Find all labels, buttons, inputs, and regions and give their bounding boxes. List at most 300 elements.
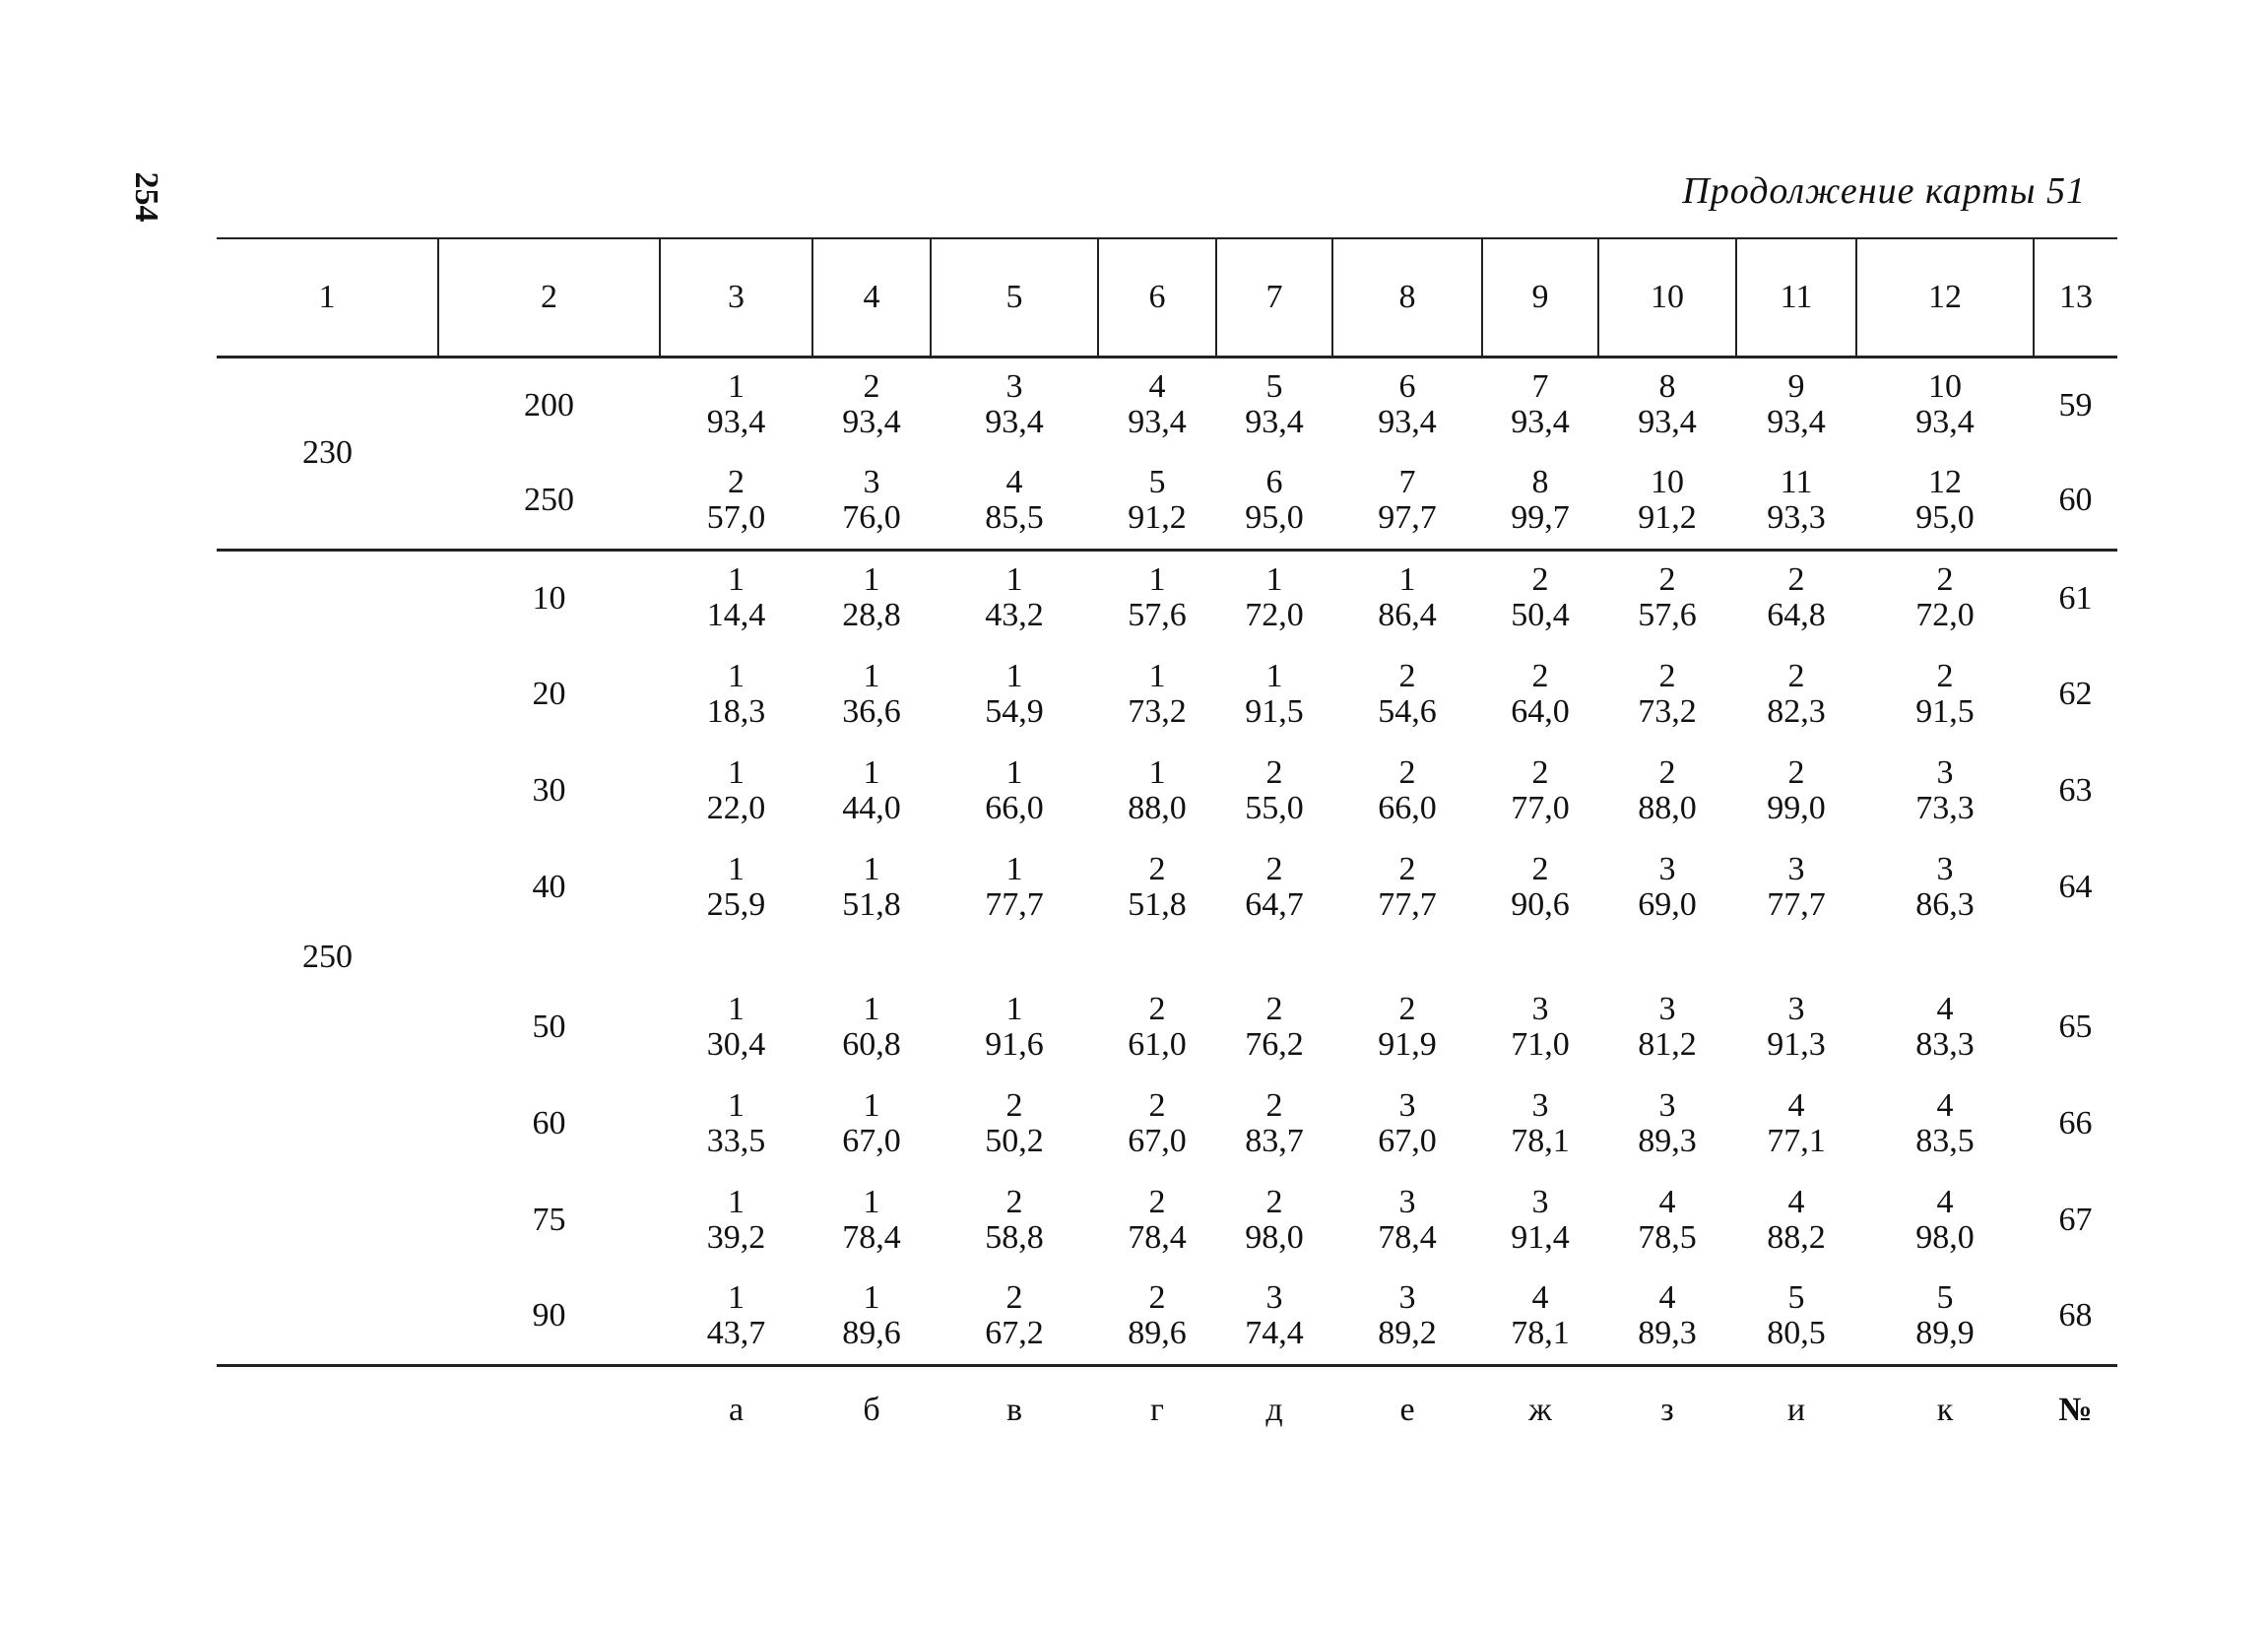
cell-stack bbox=[1511, 755, 1570, 826]
cell-value: 78,1 bbox=[1511, 1314, 1570, 1351]
cell-stack bbox=[707, 1280, 766, 1351]
row-number: 67 bbox=[2058, 1202, 2093, 1238]
cell-count: 2 bbox=[1005, 1183, 1023, 1220]
cell-count: 2 bbox=[1936, 657, 1954, 694]
value-cell bbox=[1216, 550, 1332, 646]
cell-count: 4 bbox=[1936, 1086, 1954, 1124]
cell-count: 1 bbox=[863, 753, 880, 791]
cell-count: 1 bbox=[1005, 753, 1023, 791]
cell-value: 89,3 bbox=[1638, 1314, 1697, 1351]
value-cell bbox=[1098, 1269, 1216, 1365]
cell-stack bbox=[1378, 562, 1437, 633]
footer-letter: з bbox=[1660, 1391, 1674, 1428]
cell-count: 2 bbox=[1148, 1278, 1166, 1316]
cell-stack bbox=[1767, 562, 1826, 633]
cell-stack bbox=[1638, 465, 1697, 536]
value-cell bbox=[660, 1269, 812, 1365]
cell-stack bbox=[1638, 1088, 1697, 1159]
cell-value: 66,0 bbox=[1378, 789, 1437, 826]
cell-count: 1 bbox=[1148, 657, 1166, 694]
cell-value: 86,3 bbox=[1915, 885, 1975, 923]
cell-value: 98,0 bbox=[1245, 1218, 1304, 1256]
cell-value: 78,4 bbox=[1128, 1218, 1187, 1256]
cell-value: 89,6 bbox=[1128, 1314, 1187, 1351]
cell-count: 2 bbox=[1265, 753, 1283, 791]
cell-value: 57,6 bbox=[1128, 597, 1187, 634]
group-value-col1: 250 bbox=[217, 550, 438, 1365]
value-cell bbox=[660, 1075, 812, 1172]
cell-value: 93,4 bbox=[1638, 404, 1697, 441]
column-header-13: 13 bbox=[2034, 238, 2117, 357]
cell-count: 12 bbox=[1928, 463, 1962, 500]
value-cell bbox=[1098, 646, 1216, 743]
cell-value: 50,4 bbox=[1511, 597, 1570, 634]
value-cell bbox=[1482, 646, 1598, 743]
cell-count: 2 bbox=[1265, 850, 1283, 887]
cell-value: 90,6 bbox=[1511, 885, 1570, 923]
cell-count: 1 bbox=[863, 561, 880, 599]
cell-count: 3 bbox=[1787, 850, 1805, 887]
cell-count: 3 bbox=[1531, 1086, 1549, 1124]
cell-count: 3 bbox=[1531, 990, 1549, 1027]
footer-blank bbox=[217, 1365, 438, 1454]
cell-stack bbox=[1915, 1185, 1975, 1256]
cell-value: 66,0 bbox=[985, 789, 1044, 826]
cell-count: 2 bbox=[1265, 1183, 1283, 1220]
cell-stack bbox=[1915, 852, 1975, 923]
value-cell bbox=[1856, 357, 2034, 453]
cell-value: 93,4 bbox=[985, 404, 1044, 441]
cell-stack bbox=[1245, 992, 1304, 1063]
cell-value: 88,0 bbox=[1128, 789, 1187, 826]
cell-stack bbox=[1638, 562, 1697, 633]
row-value-col2: 10 bbox=[438, 550, 660, 646]
value-cell bbox=[1332, 453, 1482, 550]
cell-stack bbox=[1767, 852, 1826, 923]
cell-count: 1 bbox=[1005, 990, 1023, 1027]
value-cell bbox=[1856, 1172, 2034, 1269]
table-row bbox=[217, 357, 2117, 453]
cell-count: 1 bbox=[1148, 561, 1166, 599]
cell-stack bbox=[842, 465, 901, 536]
cell-count: 6 bbox=[1398, 368, 1416, 406]
cell-stack bbox=[1245, 659, 1304, 730]
cell-value: 89,6 bbox=[842, 1314, 901, 1351]
value-cell bbox=[1598, 357, 1736, 453]
cell-count: 2 bbox=[1398, 753, 1416, 791]
cell-stack bbox=[1128, 465, 1187, 536]
value-cell bbox=[1856, 550, 2034, 646]
value-cell bbox=[660, 357, 812, 453]
cell-value: 72,0 bbox=[1915, 597, 1975, 634]
value-cell bbox=[1482, 743, 1598, 839]
cell-count: 5 bbox=[1265, 368, 1283, 406]
cell-stack bbox=[842, 755, 901, 826]
cell-stack bbox=[1128, 1280, 1187, 1351]
cell-count: 4 bbox=[1787, 1086, 1805, 1124]
value-cell bbox=[812, 646, 931, 743]
cell-stack bbox=[985, 755, 1044, 826]
cell-value: 67,0 bbox=[1378, 1122, 1437, 1159]
value-cell bbox=[1098, 839, 1216, 936]
cell-count: 3 bbox=[1265, 1278, 1283, 1316]
value-cell bbox=[1736, 839, 1856, 936]
cell-value: 64,7 bbox=[1245, 885, 1304, 923]
value-cell bbox=[931, 646, 1098, 743]
value-cell bbox=[1098, 357, 1216, 453]
cell-count: 2 bbox=[1658, 753, 1676, 791]
cell-value: 82,3 bbox=[1767, 692, 1826, 730]
cell-stack bbox=[842, 1088, 901, 1159]
table-row bbox=[217, 1075, 2117, 1172]
value-cell bbox=[1216, 1172, 1332, 1269]
cell-stack bbox=[1915, 755, 1975, 826]
value-cell bbox=[1216, 743, 1332, 839]
cell-count: 3 bbox=[1398, 1183, 1416, 1220]
cell-value: 54,9 bbox=[985, 692, 1044, 730]
cell-value: 77,7 bbox=[985, 885, 1044, 923]
cell-count: 3 bbox=[1531, 1183, 1549, 1220]
cell-value: 50,2 bbox=[985, 1122, 1044, 1159]
cell-value: 67,0 bbox=[1128, 1122, 1187, 1159]
cell-value: 44,0 bbox=[842, 789, 901, 826]
cell-count: 10 bbox=[1928, 368, 1962, 406]
cell-value: 83,3 bbox=[1915, 1025, 1975, 1063]
cell-count: 8 bbox=[1531, 463, 1549, 500]
column-header-3: 3 bbox=[660, 238, 812, 357]
cell-value: 86,4 bbox=[1378, 597, 1437, 634]
cell-stack bbox=[985, 1088, 1044, 1159]
cell-value: 78,1 bbox=[1511, 1122, 1570, 1159]
cell-value: 43,7 bbox=[706, 1314, 766, 1351]
value-cell bbox=[1216, 357, 1332, 453]
cell-stack bbox=[1511, 1185, 1570, 1256]
cell-value: 54,6 bbox=[1378, 692, 1437, 730]
cell-stack bbox=[1915, 369, 1975, 440]
cell-count: 1 bbox=[728, 1086, 745, 1124]
cell-count: 11 bbox=[1780, 463, 1813, 500]
cell-value: 57,0 bbox=[706, 498, 766, 536]
cell-count: 1 bbox=[1265, 657, 1283, 694]
cell-count: 1 bbox=[1005, 657, 1023, 694]
value-cell bbox=[1856, 839, 2034, 936]
cell-value: 60,8 bbox=[842, 1025, 901, 1063]
footer-letter: е bbox=[1399, 1391, 1415, 1428]
cell-value: 91,5 bbox=[1245, 692, 1304, 730]
cell-count: 3 bbox=[1658, 1086, 1676, 1124]
cell-stack bbox=[1767, 369, 1826, 440]
cell-value: 93,4 bbox=[1378, 404, 1437, 441]
cell-value: 51,8 bbox=[842, 885, 901, 923]
row-number: 68 bbox=[2034, 1269, 2117, 1365]
value-cell bbox=[1098, 453, 1216, 550]
column-header-9: 9 bbox=[1482, 238, 1598, 357]
value-cell bbox=[1598, 1172, 1736, 1269]
cell-stack bbox=[842, 852, 901, 923]
cell-count: 4 bbox=[1148, 368, 1166, 406]
cell-stack bbox=[985, 992, 1044, 1063]
cell-value: 73,3 bbox=[1915, 789, 1975, 826]
value-cell bbox=[931, 1075, 1098, 1172]
value-cell bbox=[1598, 1075, 1736, 1172]
cell-count: 2 bbox=[1398, 850, 1416, 887]
cell-stack bbox=[1638, 755, 1697, 826]
value-cell bbox=[1598, 646, 1736, 743]
cell-count: 2 bbox=[728, 463, 745, 500]
cell-count: 2 bbox=[1398, 990, 1416, 1027]
table-row bbox=[217, 743, 2117, 839]
cell-stack bbox=[1245, 1280, 1304, 1351]
cell-value: 78,4 bbox=[1378, 1218, 1437, 1256]
cell-count: 1 bbox=[863, 1086, 880, 1124]
cell-value: 91,6 bbox=[985, 1025, 1044, 1063]
value-cell bbox=[1736, 1269, 1856, 1365]
value-cell bbox=[1482, 839, 1598, 936]
footer-letter: а bbox=[728, 1391, 745, 1428]
cell-stack bbox=[1128, 562, 1187, 633]
cell-value: 73,2 bbox=[1638, 692, 1697, 730]
cell-count: 4 bbox=[1005, 463, 1023, 500]
cell-stack bbox=[842, 992, 901, 1063]
cell-value: 18,3 bbox=[706, 692, 766, 730]
cell-value: 83,7 bbox=[1245, 1122, 1304, 1159]
cell-stack bbox=[1511, 659, 1570, 730]
cell-value: 93,4 bbox=[1245, 404, 1304, 441]
cell-count: 2 bbox=[1936, 561, 1954, 599]
cell-count: 4 bbox=[1787, 1183, 1805, 1220]
value-cell bbox=[1216, 646, 1332, 743]
cell-value: 67,0 bbox=[842, 1122, 901, 1159]
footer-letter: и bbox=[1786, 1391, 1806, 1428]
cell-count: 2 bbox=[1265, 1086, 1283, 1124]
cell-stack bbox=[707, 659, 766, 730]
cell-stack bbox=[842, 659, 901, 730]
value-cell bbox=[660, 839, 812, 936]
cell-value: 91,2 bbox=[1128, 498, 1187, 536]
cell-count: 10 bbox=[1651, 463, 1684, 500]
cell-value: 64,0 bbox=[1511, 692, 1570, 730]
cell-value: 91,4 bbox=[1511, 1218, 1570, 1256]
row-value-col2: 30 bbox=[532, 772, 566, 809]
cell-stack bbox=[1378, 755, 1437, 826]
cell-value: 33,5 bbox=[706, 1122, 766, 1159]
value-cell bbox=[1482, 1075, 1598, 1172]
cell-stack bbox=[1915, 659, 1975, 730]
cell-value: 30,4 bbox=[706, 1025, 766, 1063]
row-value-col2: 75 bbox=[532, 1202, 566, 1238]
value-cell bbox=[1598, 743, 1736, 839]
spacer-cell bbox=[438, 936, 2117, 979]
cell-value: 74,4 bbox=[1245, 1314, 1304, 1351]
cell-stack bbox=[1511, 1088, 1570, 1159]
cell-value: 93,4 bbox=[1767, 404, 1826, 441]
value-cell bbox=[1332, 1075, 1482, 1172]
cell-value: 55,0 bbox=[1245, 789, 1304, 826]
cell-value: 58,8 bbox=[985, 1218, 1044, 1256]
value-cell bbox=[1856, 1075, 2034, 1172]
cell-stack bbox=[1767, 755, 1826, 826]
row-value-col2: 50 bbox=[532, 1009, 566, 1045]
cell-value: 88,2 bbox=[1767, 1218, 1826, 1256]
cell-stack bbox=[707, 1185, 766, 1256]
cell-stack bbox=[1915, 1280, 1975, 1351]
cell-stack bbox=[707, 465, 766, 536]
cell-count: 1 bbox=[728, 657, 745, 694]
cell-value: 51,8 bbox=[1128, 885, 1187, 923]
cell-value: 89,3 bbox=[1638, 1122, 1697, 1159]
cell-value: 76,0 bbox=[842, 498, 901, 536]
column-header-4: 4 bbox=[812, 238, 931, 357]
cell-count: 2 bbox=[1787, 561, 1805, 599]
cell-value: 95,0 bbox=[1915, 498, 1975, 536]
column-header-1: 1 bbox=[217, 238, 438, 357]
cell-value: 25,9 bbox=[706, 885, 766, 923]
cell-stack bbox=[1767, 659, 1826, 730]
cell-stack bbox=[842, 1280, 901, 1351]
cell-count: 2 bbox=[1148, 1183, 1166, 1220]
cell-count: 1 bbox=[863, 657, 880, 694]
cell-stack bbox=[707, 369, 766, 440]
footer-letter: в bbox=[1005, 1391, 1023, 1428]
value-cell bbox=[812, 1075, 931, 1172]
cell-value: 95,0 bbox=[1245, 498, 1304, 536]
value-cell bbox=[1736, 1075, 1856, 1172]
value-cell bbox=[1598, 453, 1736, 550]
cell-stack bbox=[985, 1280, 1044, 1351]
cell-value: 93,4 bbox=[842, 404, 901, 441]
value-cell bbox=[1598, 1269, 1736, 1365]
cell-count: 2 bbox=[1148, 850, 1166, 887]
value-cell bbox=[1332, 743, 1482, 839]
value-cell bbox=[812, 1172, 931, 1269]
cell-count: 3 bbox=[1658, 990, 1676, 1027]
value-cell bbox=[1482, 550, 1598, 646]
column-header-12: 12 bbox=[1856, 238, 2034, 357]
cell-stack bbox=[1511, 992, 1570, 1063]
value-cell bbox=[1482, 453, 1598, 550]
value-cell bbox=[1098, 1075, 1216, 1172]
cell-value: 89,9 bbox=[1915, 1314, 1975, 1351]
cell-value: 71,0 bbox=[1511, 1025, 1570, 1063]
cell-stack bbox=[1638, 1185, 1697, 1256]
cell-count: 2 bbox=[1148, 1086, 1166, 1124]
value-cell bbox=[1332, 1269, 1482, 1365]
cell-count: 4 bbox=[1658, 1278, 1676, 1316]
cell-stack bbox=[1128, 992, 1187, 1063]
cell-count: 2 bbox=[1265, 990, 1283, 1027]
cell-value: 77,0 bbox=[1511, 789, 1570, 826]
cell-stack bbox=[707, 755, 766, 826]
column-header-10: 10 bbox=[1598, 238, 1736, 357]
value-cell bbox=[931, 453, 1098, 550]
row-number: 65 bbox=[2058, 1009, 2093, 1045]
row-value-col2: 200 bbox=[438, 357, 660, 453]
continuation-label: Продолжение карты 51 bbox=[1682, 170, 2086, 212]
footer-letter: д bbox=[1265, 1391, 1283, 1428]
cell-stack bbox=[985, 1185, 1044, 1256]
cell-count: 3 bbox=[1658, 850, 1676, 887]
cell-count: 2 bbox=[1787, 657, 1805, 694]
value-cell bbox=[660, 646, 812, 743]
table-row bbox=[217, 646, 2117, 743]
cell-value: 77,1 bbox=[1767, 1122, 1826, 1159]
value-cell bbox=[1332, 1172, 1482, 1269]
cell-stack bbox=[1245, 465, 1304, 536]
cell-count: 7 bbox=[1398, 463, 1416, 500]
cell-value: 67,2 bbox=[985, 1314, 1044, 1351]
cell-value: 99,7 bbox=[1511, 498, 1570, 536]
cell-stack bbox=[1915, 992, 1975, 1063]
cell-stack bbox=[985, 465, 1044, 536]
row-number: 61 bbox=[2034, 550, 2117, 646]
cell-stack bbox=[1915, 562, 1975, 633]
cell-value: 69,0 bbox=[1638, 885, 1697, 923]
cell-count: 2 bbox=[1398, 657, 1416, 694]
value-cell bbox=[1332, 357, 1482, 453]
row-number: 63 bbox=[2058, 772, 2093, 809]
cell-count: 2 bbox=[1531, 753, 1549, 791]
value-cell bbox=[931, 550, 1098, 646]
cell-value: 72,0 bbox=[1245, 597, 1304, 634]
cell-count: 2 bbox=[1148, 990, 1166, 1027]
cell-stack bbox=[1767, 1088, 1826, 1159]
cell-stack bbox=[1767, 992, 1826, 1063]
norms-table bbox=[217, 237, 2117, 1454]
cell-value: 57,6 bbox=[1638, 597, 1697, 634]
cell-count: 1 bbox=[863, 850, 880, 887]
cell-stack bbox=[1245, 369, 1304, 440]
cell-count: 8 bbox=[1658, 368, 1676, 406]
cell-stack bbox=[1638, 1280, 1697, 1351]
value-cell bbox=[1216, 979, 1332, 1075]
table-row bbox=[217, 1269, 2117, 1365]
cell-count: 3 bbox=[1936, 850, 1954, 887]
cell-stack bbox=[1511, 852, 1570, 923]
value-cell bbox=[1482, 979, 1598, 1075]
cell-count: 2 bbox=[1005, 1086, 1023, 1124]
cell-count: 1 bbox=[728, 1183, 745, 1220]
cell-value: 77,7 bbox=[1378, 885, 1437, 923]
cell-value: 88,0 bbox=[1638, 789, 1697, 826]
cell-count: 4 bbox=[1936, 990, 1954, 1027]
cell-count: 7 bbox=[1531, 368, 1549, 406]
cell-value: 80,5 bbox=[1767, 1314, 1826, 1351]
value-cell bbox=[1216, 1075, 1332, 1172]
cell-stack bbox=[985, 659, 1044, 730]
cell-value: 83,5 bbox=[1915, 1122, 1975, 1159]
row-value-col2: 40 bbox=[532, 869, 566, 905]
value-cell bbox=[812, 743, 931, 839]
value-cell bbox=[1736, 1172, 1856, 1269]
cell-count: 1 bbox=[1148, 753, 1166, 791]
value-cell bbox=[812, 550, 931, 646]
value-cell bbox=[931, 839, 1098, 936]
cell-stack bbox=[1128, 852, 1187, 923]
value-cell bbox=[812, 1269, 931, 1365]
cell-stack bbox=[1245, 1185, 1304, 1256]
cell-count: 4 bbox=[1658, 1183, 1676, 1220]
cell-stack bbox=[1915, 465, 1975, 536]
cell-stack bbox=[1245, 852, 1304, 923]
cell-count: 2 bbox=[1531, 850, 1549, 887]
value-cell bbox=[1598, 550, 1736, 646]
cell-stack bbox=[1638, 659, 1697, 730]
cell-stack bbox=[1245, 1088, 1304, 1159]
cell-count: 2 bbox=[1658, 657, 1676, 694]
group-value-col1: 230 bbox=[217, 357, 438, 550]
value-cell bbox=[660, 550, 812, 646]
cell-count: 5 bbox=[1936, 1278, 1954, 1316]
